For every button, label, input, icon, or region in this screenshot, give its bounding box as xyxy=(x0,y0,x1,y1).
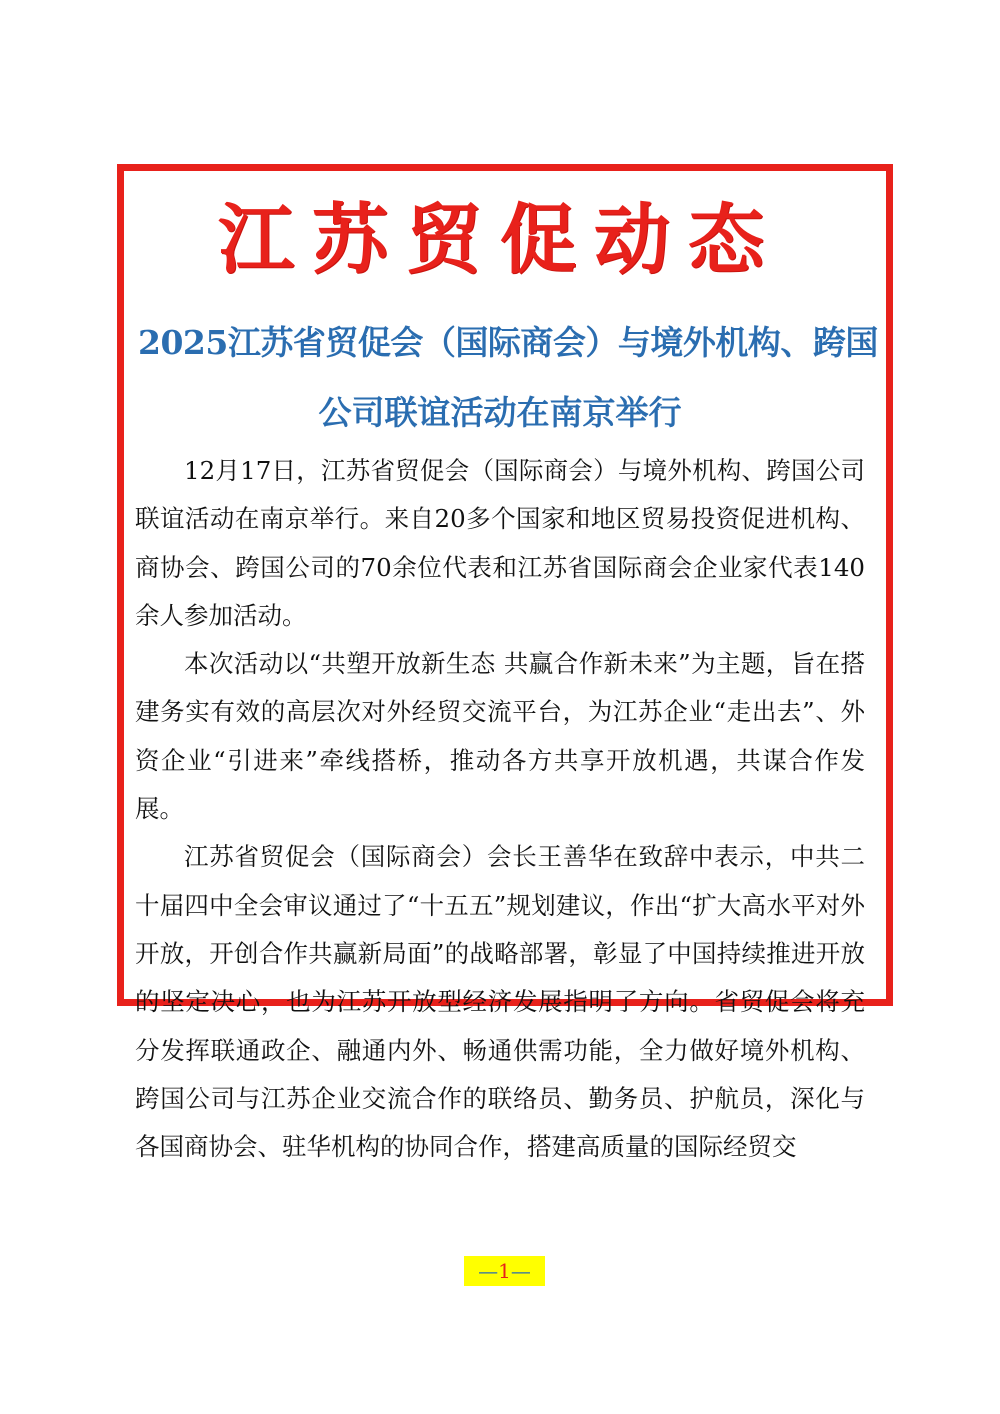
page-number-value: 1 xyxy=(498,1259,511,1283)
page-number-dash-right: — xyxy=(510,1259,531,1283)
headline-line-1: 2025江苏省贸促会（国际商会）与境外机构、跨国 xyxy=(138,323,878,362)
page-number-dash-left: — xyxy=(478,1259,499,1283)
paragraph: 本次活动以“共塑开放新生态 共赢合作新未来”为主题，旨在搭建务实有效的高层次对外经贸交流平台，为江苏企业“走出去”、外资企业“引进来”牵线搭桥，推动各方共享开放机遇，共谋合作发展。 xyxy=(135,649,865,824)
article-body xyxy=(135,447,865,1171)
paragraph: 江苏省贸促会（国际商会）会长王善华在致辞中表示，中共二十届四中全会审议通过了“十五五”规划建议，作出“扩大高水平对外开放，开创合作共赢新局面”的战略部署，彰显了中国持续推进开放的坚定决心，也为江苏开放型经济发展指明了方向。省贸促会将充分发挥联通政企、融通内外、畅通供需功能，全力做好境外机构、跨国公司与江苏企业交流合作的联络员、勤务员、护航员，深化与各国商协会、驻华机构的协同合作，搭建高质量的国际经贸交 xyxy=(135,842,865,1162)
paragraph: 12月17日，江苏省贸促会（国际商会）与境外机构、跨国公司联谊活动在南京举行。来自20多个国家和地区贸易投资促进机构、商协会、跨国公司的70余位代表和江苏省国际商会企业家代表140余人参加活动。 xyxy=(135,456,865,630)
masthead-title: 江苏贸促动态 xyxy=(218,195,782,284)
headline-line-2: 公司联谊活动在南京举行 xyxy=(318,393,682,432)
page-number xyxy=(464,1256,545,1286)
article-headline xyxy=(138,308,878,448)
